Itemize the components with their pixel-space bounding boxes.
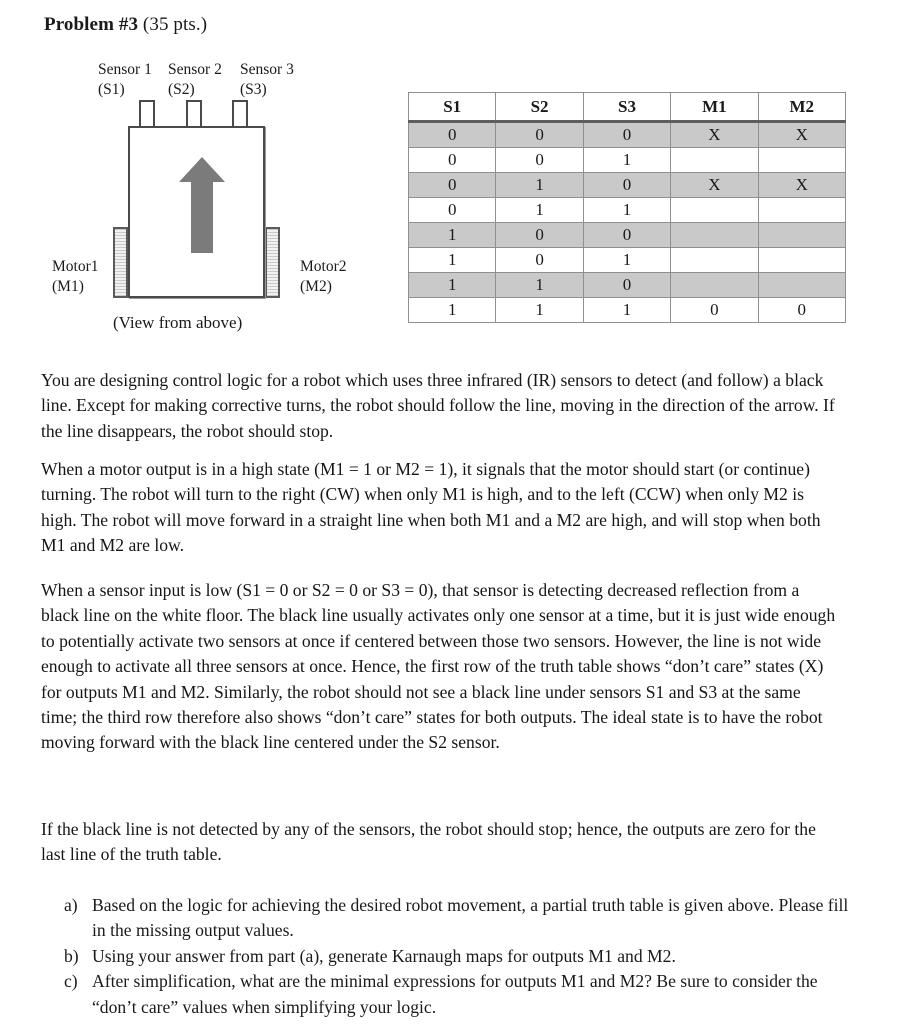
cell-m2-row7[interactable] [758, 273, 845, 298]
cell-s3-row6: 1 [583, 248, 670, 273]
list-item-marker: b) [64, 945, 79, 966]
cell-s2-row7: 1 [496, 273, 583, 298]
cell-m2-row4[interactable] [758, 198, 845, 223]
table-body [409, 122, 846, 323]
paragraph-sensor-logic: When a sensor input is low (S1 = 0 or S2 = 0 or S3 = 0), that sensor is detecting decreased reflection from a black line on the white floor. The black line usually activates only one sensor at a time, but it is just wide enough to potentially activate two sensors at once if centered between those two sensors. However, the line is not wide enough to activate all three sensors at once. Hence, the first row of the truth table shows “don’t care” states (X) for outputs M1 and M2. Similarly, the robot should not see a black line under sensors S1 and S3 at the same time; the third row therefore also shows “don’t care” states for both outputs. The ideal state is to have the robot moving forward with the black line centered under the S2 sensor. [41, 580, 836, 753]
cell-m1-row2[interactable] [671, 148, 758, 173]
sensor-3-label: Sensor 3 [240, 61, 294, 78]
motor-1-wheel [113, 227, 128, 298]
table-row [409, 122, 846, 148]
cell-s3-row5: 0 [583, 223, 670, 248]
paragraph-motor-logic: When a motor output is in a high state (M1 = 1 or M2 = 1), it signals that the motor should start (or continue) turning. The robot will turn to the right (CW) when only M1 is high, and to the left (CCW) when only M2 is high. The robot will move forward in a straight line when both M1 and a M2 are high, and will stop when both M1 and M2 are low. [41, 459, 821, 556]
table-header-s3: S3 [583, 93, 670, 122]
cell-s1-row3: 0 [409, 173, 496, 198]
table-header-s2: S2 [496, 93, 583, 122]
cell-s3-row2: 1 [583, 148, 670, 173]
cell-m1-row4[interactable] [671, 198, 758, 223]
cell-s2-row4: 1 [496, 198, 583, 223]
cell-s1-row8: 1 [409, 298, 496, 323]
sensor-1-sublabel: (S1) [98, 81, 125, 98]
cell-m1-row5[interactable] [671, 223, 758, 248]
table-row [409, 173, 846, 198]
sensor-2-sublabel: (S2) [168, 81, 195, 98]
list-item-text: Based on the logic for achieving the desired robot movement, a partial truth table is given above. Please fill in the missing output values. [92, 895, 849, 941]
list-item [64, 969, 854, 1020]
motor-2-sublabel: (M2) [300, 278, 332, 295]
cell-m1-row8[interactable]: 0 [671, 298, 758, 323]
list-item-text: After simplification, what are the minimal expressions for outputs M1 and M2? Be sure to consider the “don’t care” values when simplifying your logic. [92, 971, 818, 1017]
sensor-3-sublabel: (S3) [240, 81, 267, 98]
truth-table [408, 92, 846, 323]
cell-s2-row6: 0 [496, 248, 583, 273]
cell-m2-row8[interactable]: 0 [758, 298, 845, 323]
cell-s1-row7: 1 [409, 273, 496, 298]
table-header-m2: M2 [758, 93, 845, 122]
cell-s3-row7: 0 [583, 273, 670, 298]
cell-m2-row2[interactable] [758, 148, 845, 173]
table-header-s1: S1 [409, 93, 496, 122]
sensor-1-stub [139, 100, 155, 128]
problem-points: (35 pts.) [142, 14, 208, 35]
motor-1-label: Motor1 [52, 258, 99, 275]
cell-s1-row4: 0 [409, 198, 496, 223]
list-item [64, 893, 854, 944]
cell-m2-row5[interactable] [758, 223, 845, 248]
list-item-marker: a) [64, 895, 78, 915]
table-row [409, 198, 846, 223]
table-row [409, 298, 846, 323]
list-item-marker: c) [64, 971, 78, 992]
cell-m2-row6[interactable] [758, 248, 845, 273]
motor-2-label: Motor2 [300, 258, 347, 275]
sensor-2-stub [186, 100, 202, 128]
cell-m2-row1[interactable]: X [758, 122, 845, 148]
cell-m1-row3[interactable]: X [671, 173, 758, 198]
list-item-text: Using your answer from part (a), generate Karnaugh maps for outputs M1 and M2. [92, 945, 676, 966]
cell-s1-row2: 0 [409, 148, 496, 173]
cell-s3-row4: 1 [583, 198, 670, 223]
cell-s3-row8: 1 [583, 298, 670, 323]
paragraph-intro: You are designing control logic for a robot which uses three infrared (IR) sensors to detect (and follow) a black line. Except for making corrective turns, the robot should follow the line, moving in the direction of the arrow. If the line disappears, the robot should stop. [41, 370, 835, 441]
robot-diagram [0, 0, 400, 345]
paragraph-stop-condition: If the black line is not detected by any of the sensors, the robot should stop; hence, the outputs are zero for the last line of the truth table. [41, 819, 816, 865]
figure-caption: (View from above) [113, 313, 243, 332]
sensor-1-label: Sensor 1 [98, 61, 152, 78]
question-list [64, 893, 854, 1020]
cell-m1-row6[interactable] [671, 248, 758, 273]
cell-m2-row3[interactable]: X [758, 173, 845, 198]
truth-table-container [408, 92, 846, 323]
table-header-row [409, 93, 846, 122]
cell-m1-row1[interactable]: X [671, 122, 758, 148]
table-row [409, 223, 846, 248]
cell-s3-row1: 0 [583, 122, 670, 148]
motor-2-wheel [265, 227, 280, 298]
cell-s2-row3: 1 [496, 173, 583, 198]
cell-s1-row6: 1 [409, 248, 496, 273]
motor-1-sublabel: (M1) [52, 278, 84, 295]
cell-s3-row3: 0 [583, 173, 670, 198]
table-row [409, 148, 846, 173]
forward-arrow-icon [178, 155, 226, 255]
cell-s2-row5: 0 [496, 223, 583, 248]
table-header-m1: M1 [671, 93, 758, 122]
table-row [409, 273, 846, 298]
cell-s2-row1: 0 [496, 122, 583, 148]
problem-number: Problem #3 [44, 14, 139, 35]
list-item [64, 944, 854, 969]
sensor-2-label: Sensor 2 [168, 61, 222, 78]
cell-s2-row8: 1 [496, 298, 583, 323]
cell-s2-row2: 0 [496, 148, 583, 173]
table-row [409, 248, 846, 273]
cell-s1-row1: 0 [409, 122, 496, 148]
cell-s1-row5: 1 [409, 223, 496, 248]
sensor-3-stub [232, 100, 248, 128]
cell-m1-row7[interactable] [671, 273, 758, 298]
